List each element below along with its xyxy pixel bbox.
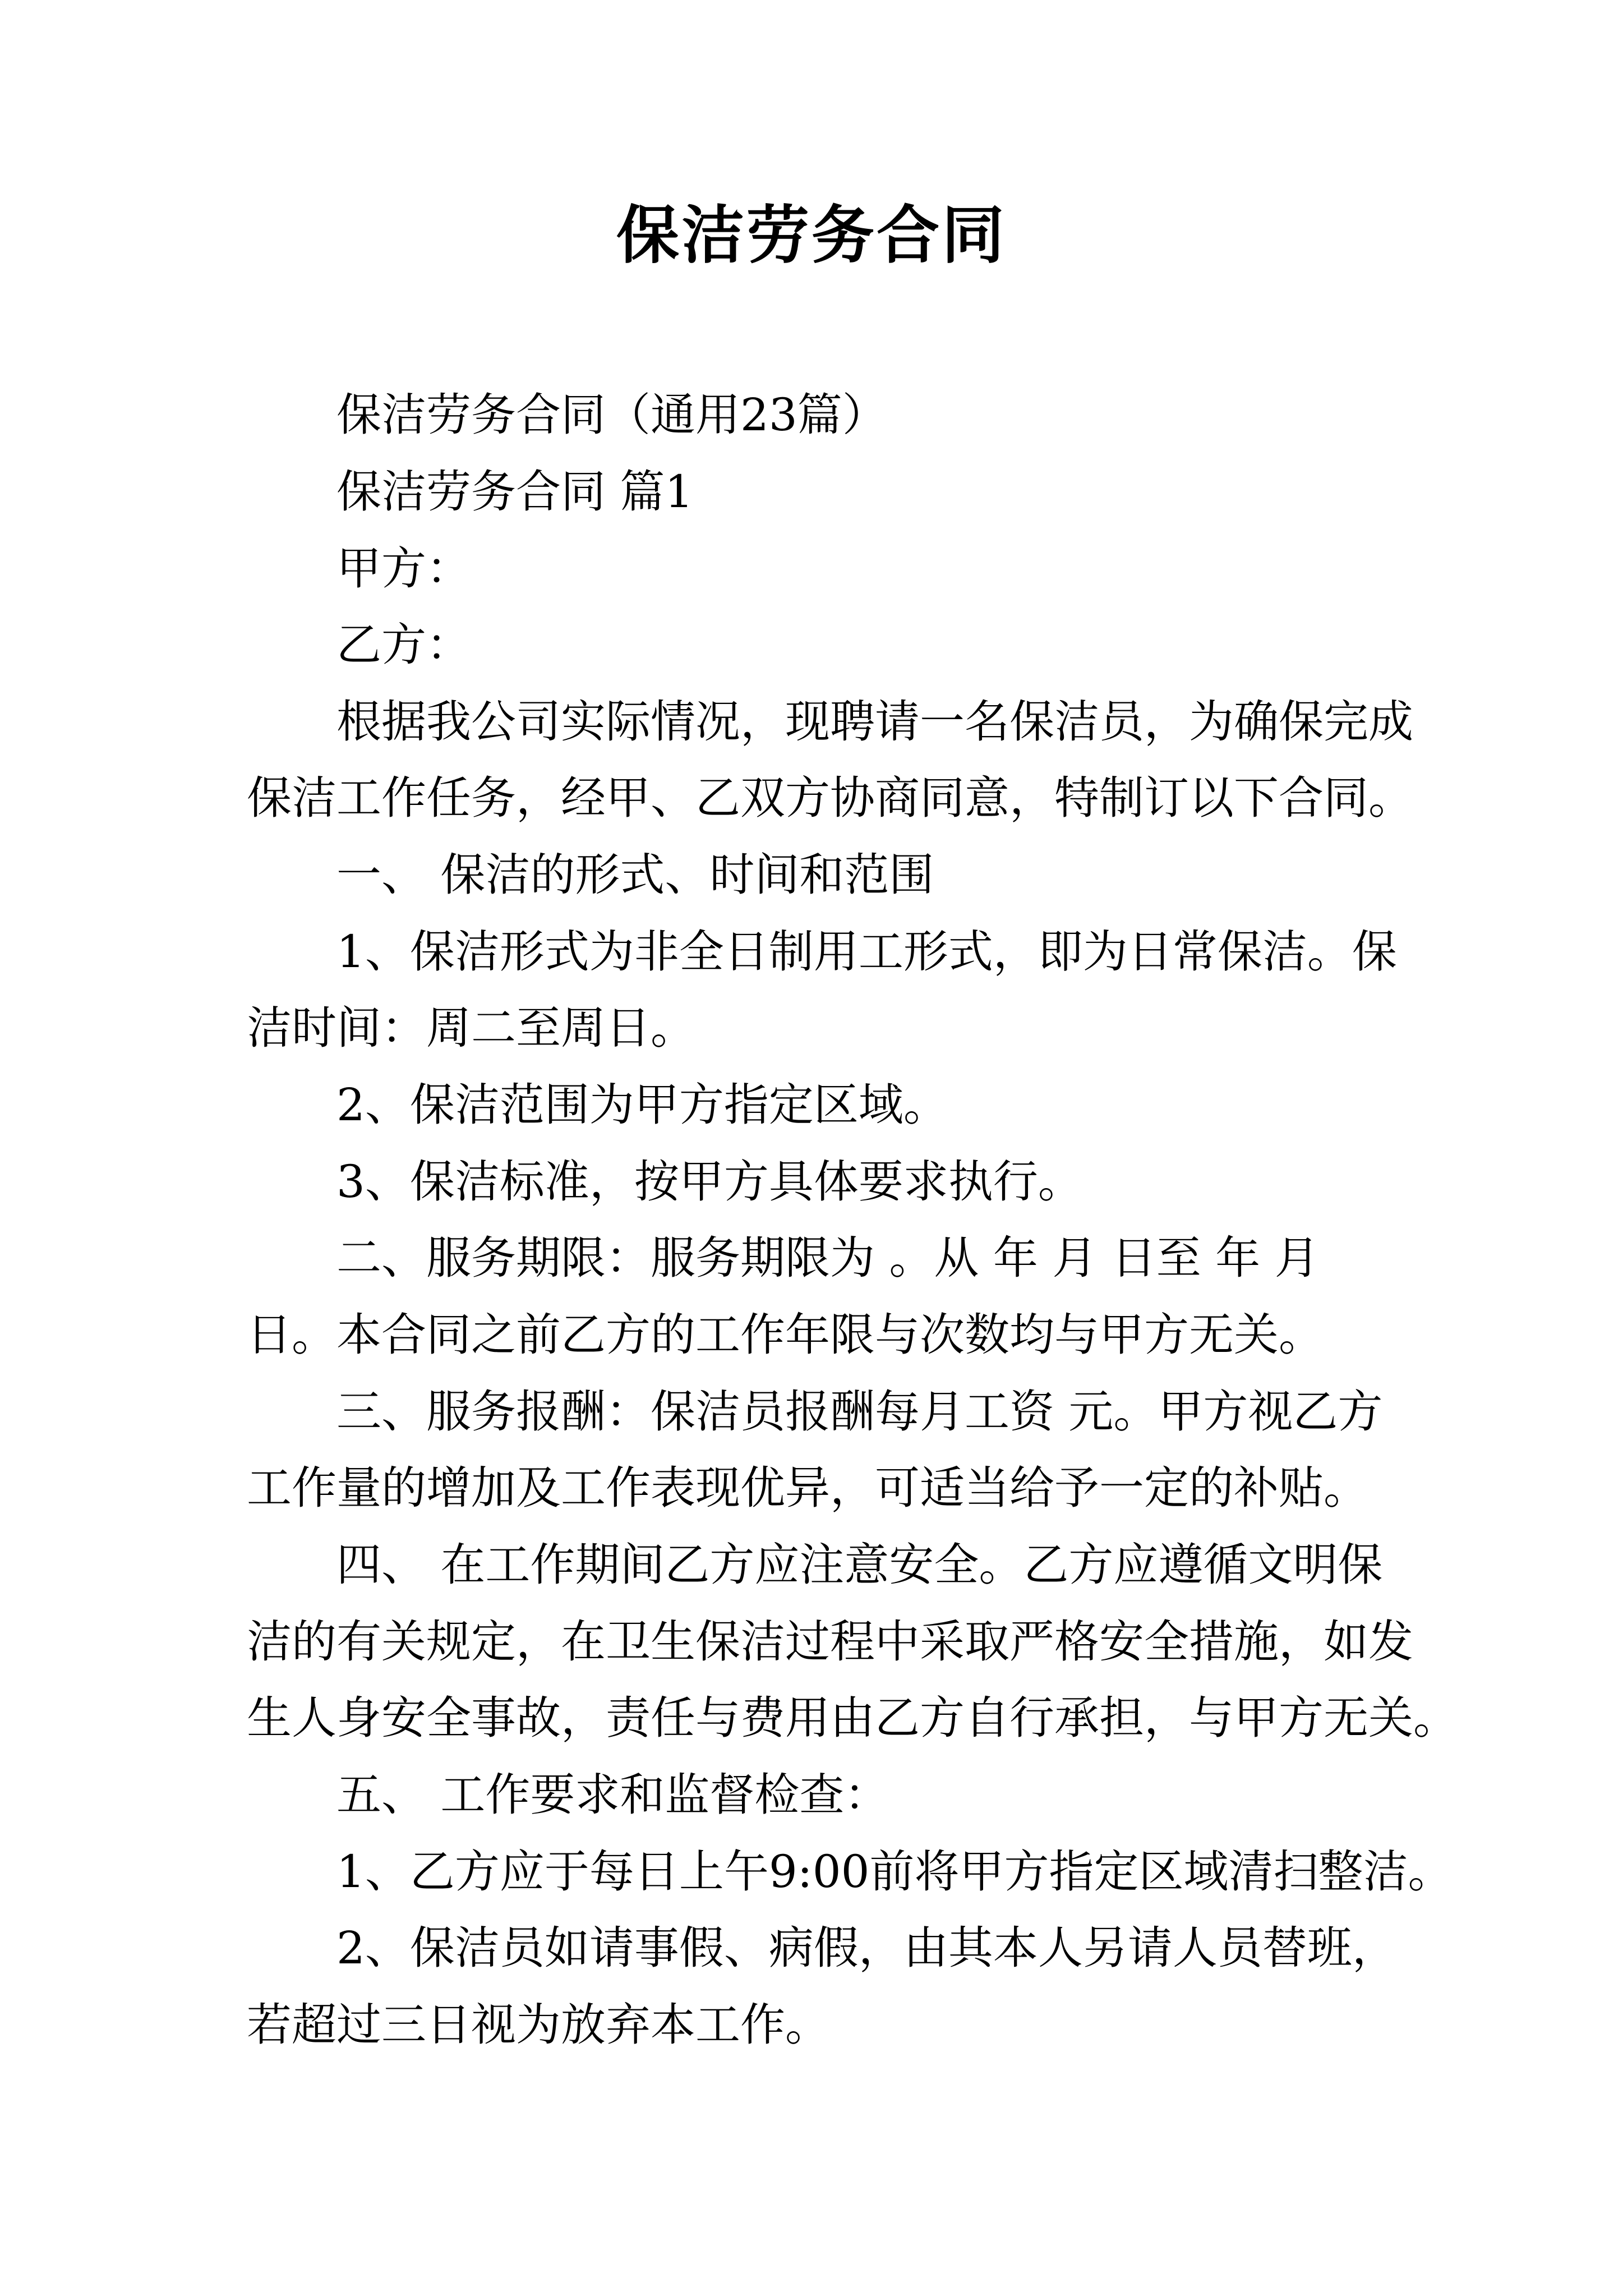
body-line: 1、乙方应于每日上午9:00前将甲方指定区域清扫整洁。 (336, 1846, 1453, 1898)
clause-heading-line: 一、 保洁的形式、时间和范围 (336, 849, 934, 901)
body-line: 2、保洁员如请事假、病假，由其本人另请人员替班， (336, 1922, 1397, 1974)
clause-heading-line: 二、服务期限：服务期限为 。从 年 月 日至 年 月 (336, 1232, 1320, 1284)
body-line: 3、保洁标准，按甲方具体要求执行。 (336, 1156, 1083, 1208)
party-b-line: 乙方： (336, 619, 471, 671)
body-line: 洁的有关规定，在卫生保洁过程中采取严格安全措施，如发 (247, 1616, 1413, 1668)
body-line: 洁时间：周二至周日。 (247, 1002, 695, 1054)
body-line: 保洁工作任务，经甲、乙双方协商同意，特制订以下合同。 (247, 772, 1413, 824)
body-line: 若超过三日视为放弃本工作。 (247, 1999, 830, 2051)
body-line: 生人身安全事故，责任与费用由乙方自行承担，与甲方无关。 (247, 1692, 1458, 1744)
section-heading-line: 保洁劳务合同 篇1 (336, 466, 694, 518)
body-line: 日。本合同之前乙方的工作年限与次数均与甲方无关。 (247, 1309, 1324, 1361)
clause-heading-line: 五、 工作要求和监督检查： (336, 1769, 889, 1821)
party-a-line: 甲方： (336, 542, 471, 595)
body-line: 1、保洁形式为非全日制用工形式，即为日常保洁。保 (336, 926, 1397, 978)
body-line: 工作量的增加及工作表现优异，可适当给予一定的补贴。 (247, 1462, 1368, 1514)
body-line: 根据我公司实际情况，现聘请一名保洁员，为确保完成 (336, 696, 1413, 748)
clause-heading-line: 三、服务报酬：保洁员报酬每月工资 元。甲方视乙方 (336, 1386, 1383, 1438)
document-title: 保洁劳务合同 (616, 199, 1007, 272)
body-line: 2、保洁范围为甲方指定区域。 (336, 1079, 948, 1131)
subtitle-line: 保洁劳务合同（通用23篇） (336, 389, 887, 441)
clause-heading-line: 四、 在工作期间乙方应注意安全。乙方应遵循文明保 (336, 1539, 1383, 1591)
